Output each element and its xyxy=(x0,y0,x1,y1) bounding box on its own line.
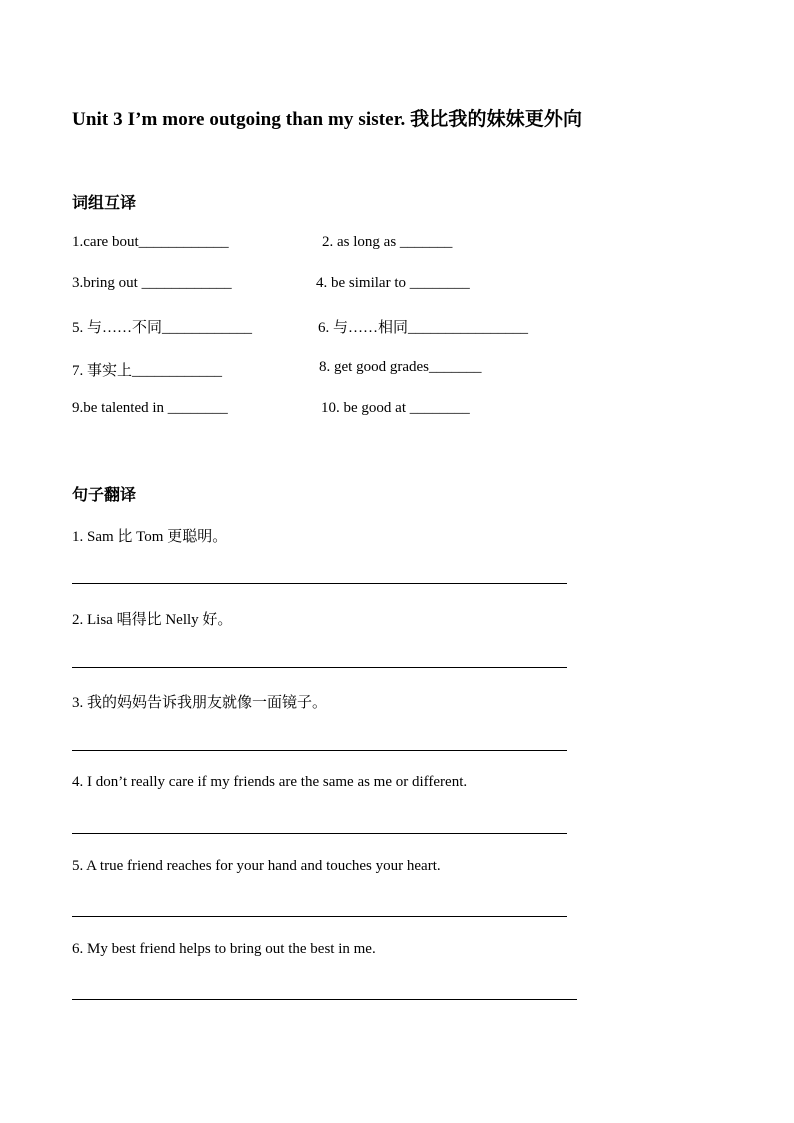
sentence-section-heading: 句子翻译 xyxy=(72,487,137,504)
vocab-item-3: 3.bring out ____________ xyxy=(72,275,232,291)
sentence-1: 1. Sam 比 Tom 更聪明。 xyxy=(72,529,228,545)
sentence-2: 2. Lisa 唱得比 Nelly 好。 xyxy=(72,612,233,628)
answer-line-5 xyxy=(72,916,567,917)
vocab-item-1: 1.care bout____________ xyxy=(72,234,229,250)
page-title: Unit 3 I’m more outgoing than my sister. 我比我的妹妹更外向 xyxy=(72,109,583,130)
vocab-item-7: 7. 事实上____________ xyxy=(72,363,223,379)
sentence-4: 4. I don’t really care if my friends are the same as me or different. xyxy=(72,774,468,790)
sentence-6: 6. My best friend helps to bring out the best in me. xyxy=(72,941,376,957)
answer-line-3 xyxy=(72,750,567,751)
vocab-item-2: 2. as long as _______ xyxy=(322,234,453,250)
sentence-5: 5. A true friend reaches for your hand and touches your heart. xyxy=(72,858,441,874)
answer-line-2 xyxy=(72,667,567,668)
answer-line-4 xyxy=(72,833,567,834)
answer-line-6 xyxy=(72,999,577,1000)
sentence-3: 3. 我的妈妈告诉我朋友就像一面镜子。 xyxy=(72,695,328,711)
vocab-item-10: 10. be good at ________ xyxy=(321,400,470,416)
vocab-item-5: 5. 与……不同____________ xyxy=(72,320,253,336)
vocab-section-heading: 词组互译 xyxy=(72,195,137,212)
vocab-item-4: 4. be similar to ________ xyxy=(316,275,470,291)
vocab-item-8: 8. get good grades_______ xyxy=(319,359,482,375)
vocab-item-6: 6. 与……相同________________ xyxy=(318,320,529,336)
vocab-item-9: 9.be talented in ________ xyxy=(72,400,228,416)
answer-line-1 xyxy=(72,583,567,584)
